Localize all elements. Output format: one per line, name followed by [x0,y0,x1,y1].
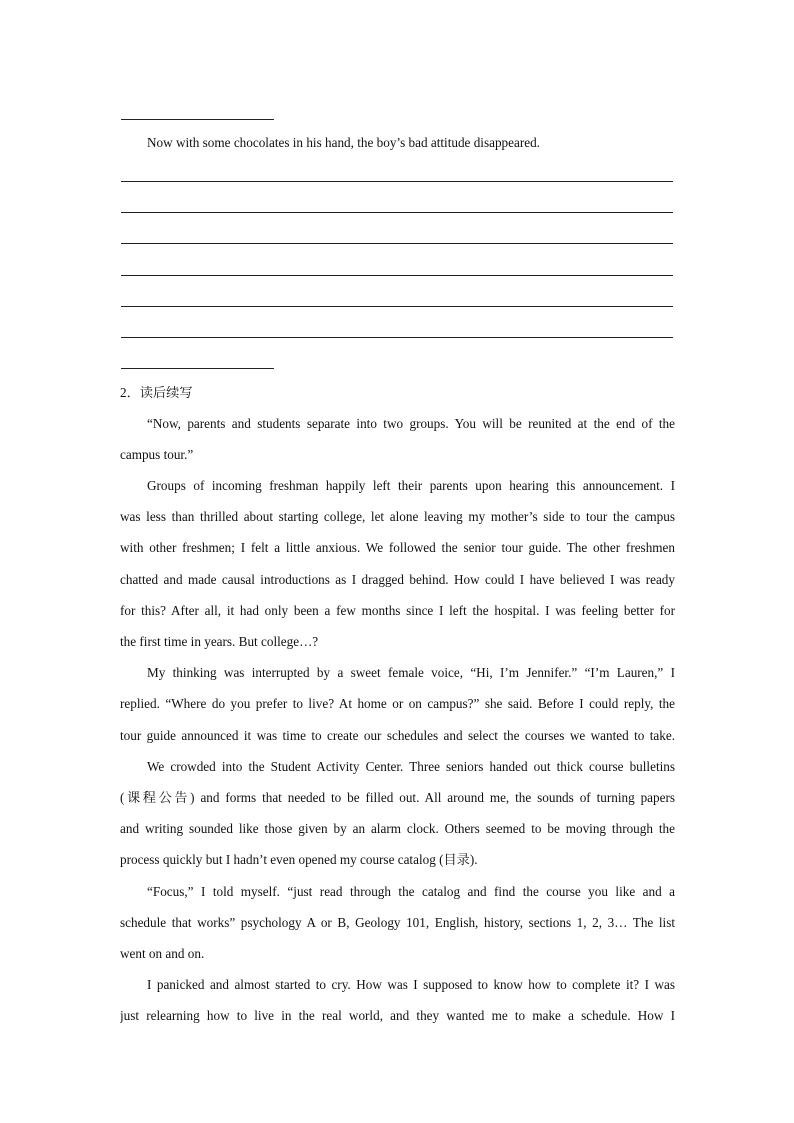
writing-line [121,275,673,276]
passage-line: Groups of incoming freshman happily left their parents upon hearing this announcement. I [147,478,675,493]
writing-line [121,243,673,244]
passage-line: tour guide announced it was time to create our schedules and select the courses we wanted to take. [120,728,675,743]
writing-line [121,181,673,182]
passage-line: (课程公告) and forms that needed to be filled out. All around me, the sounds of turning papers [120,790,675,805]
passage-line: My thinking was interrupted by a sweet female voice, “Hi, I’m Jennifer.” “I’m Lauren,” I [147,665,675,680]
passage-line: schedule that works” psychology A or B, Geology 101, English, history, sections 1, 2, 3… The list [120,915,675,930]
passage-line: chatted and made causal introductions as I dragged behind. How could I have believed I was ready [120,572,675,587]
passage-line: went on and on. [120,946,205,961]
writing-line [121,306,673,307]
section-heading: 2．读后续写 [120,385,193,400]
passage-line: just relearning how to live in the real world, and they wanted me to make a schedule. How I [120,1008,675,1023]
passage-line: “Now, parents and students separate into two groups. You will be reunited at the end of the [147,416,675,431]
passage-line: the first time in years. But college…? [120,634,319,649]
passage-line: replied. “Where do you prefer to live? At home or on campus?” she said. Before I could reply, the [120,696,675,711]
passage-line: We crowded into the Student Activity Center. Three seniors handed out thick course bulletins [147,759,675,774]
continuation-prompt: Now with some chocolates in his hand, the boy’s bad attitude disappeared. [147,135,540,150]
passage-line: and writing sounded like those given by an alarm clock. Others seemed to be moving through the [120,821,675,836]
passage-line: for this? After all, it had only been a few months since I left the hospital. I was feeling better for [120,603,675,618]
passage-line: campus tour.” [120,447,194,462]
passage-line: “Focus,” I told myself. “just read through the catalog and find the course you like and a [147,884,675,899]
writing-line-end [121,368,274,369]
passage-line: with other freshmen; I felt a little anxious. We followed the senior tour guide. The other freshmen [120,540,675,555]
passage-line: I panicked and almost started to cry. How was I supposed to know how to complete it? I was [147,977,675,992]
writing-line [121,212,673,213]
passage-line: was less than thrilled about starting college, let alone leaving my mother’s side to tour the campus [120,509,675,524]
answer-line-end [121,119,274,120]
passage-line: process quickly but I hadn’t even opened my course catalog (目录). [120,852,478,867]
writing-line [121,337,673,338]
